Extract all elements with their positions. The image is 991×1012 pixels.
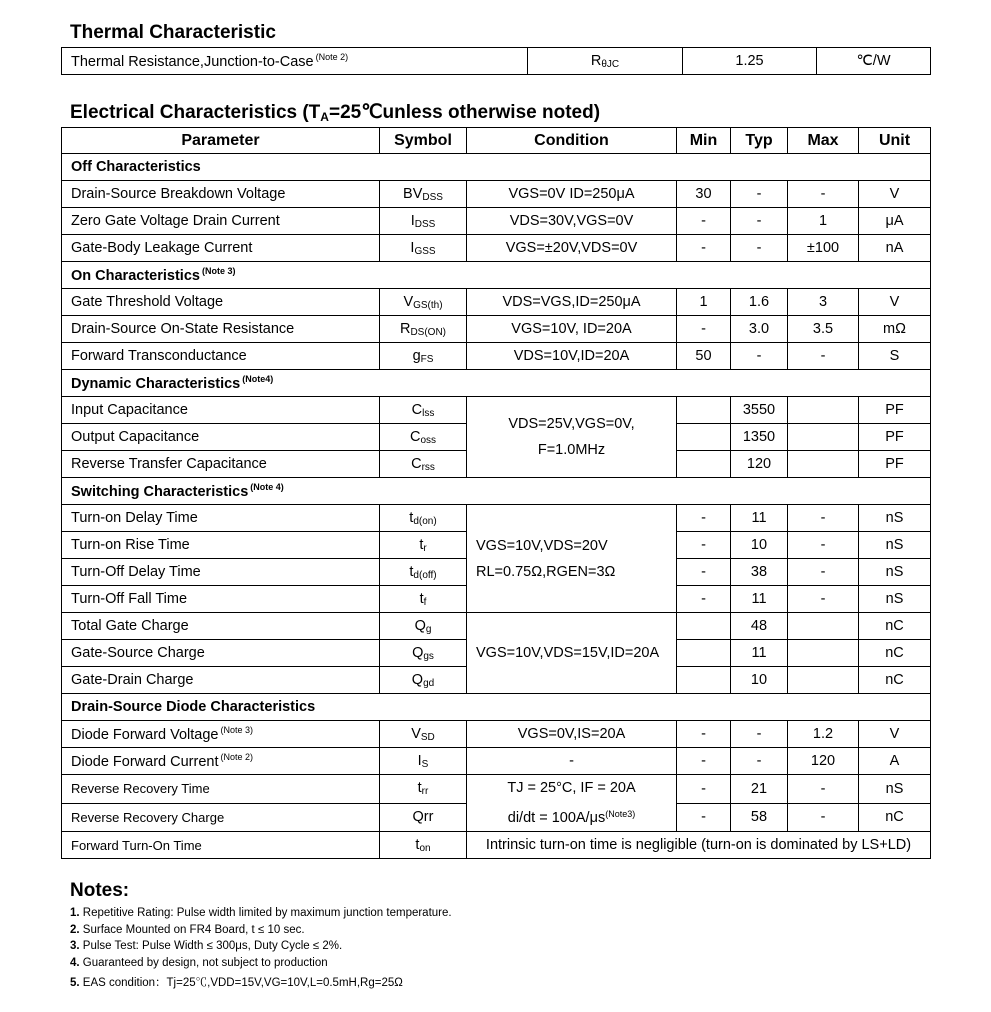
param-cell: Diode Forward Voltage $^{(Note 3)}$ <box>62 721 380 748</box>
section-row <box>62 154 931 181</box>
max-cell: - <box>788 803 859 832</box>
unit-cell: nS <box>859 532 931 559</box>
symbol-cell: $I_{DSS}$ <box>380 208 467 235</box>
section-on-characteristics: On Characteristics $^{(Note 3)}$ <box>62 262 931 289</box>
unit-cell: nA <box>859 235 931 262</box>
header-unit: Unit <box>859 128 931 154</box>
symbol-cell: $t_r$ <box>380 532 467 559</box>
param-cell: Turn-on Delay Time <box>62 505 380 532</box>
unit-cell: μA <box>859 208 931 235</box>
unit-cell: S <box>859 343 931 370</box>
symbol-cell: $BV_{DSS}$ <box>380 181 467 208</box>
param-cell: Drain-Source Breakdown Voltage <box>62 181 380 208</box>
condition-cell-dynamic: VDS=25V,VGS=0V, F=1.0MHz <box>467 397 677 478</box>
min-cell <box>677 640 731 667</box>
min-cell: - <box>677 748 731 775</box>
min-cell: - <box>677 559 731 586</box>
typ-cell: 3.0 <box>731 316 788 343</box>
section-row <box>62 694 931 721</box>
max-cell: - <box>788 343 859 370</box>
param-cell: Gate-Drain Charge <box>62 667 380 694</box>
min-cell <box>677 613 731 640</box>
table-row <box>62 721 931 748</box>
min-cell: 30 <box>677 181 731 208</box>
section-row <box>62 478 931 505</box>
max-cell <box>788 613 859 640</box>
condition-cell: VGS=0V,IS=20A <box>467 721 677 748</box>
max-cell: 1.2 <box>788 721 859 748</box>
header-typ: Typ <box>731 128 788 154</box>
table-row <box>62 316 931 343</box>
table-row <box>62 832 931 859</box>
param-cell: Turn-on Rise Time <box>62 532 380 559</box>
table-row <box>62 397 931 424</box>
symbol-cell: $C_{oss}$ <box>380 424 467 451</box>
unit-cell: V <box>859 181 931 208</box>
param-cell: Output Capacitance <box>62 424 380 451</box>
typ-cell: 11 <box>731 640 788 667</box>
min-cell: - <box>677 505 731 532</box>
section-switching-characteristics: Switching Characteristics $^{(Note 4)}$ <box>62 478 931 505</box>
unit-cell: PF <box>859 397 931 424</box>
symbol-cell: $t_{d(on)}$ <box>380 505 467 532</box>
symbol-cell: $t_{on}$ <box>380 832 467 859</box>
unit-cell: PF <box>859 451 931 478</box>
symbol-cell: $I_S$ <box>380 748 467 775</box>
param-cell: Total Gate Charge <box>62 613 380 640</box>
typ-cell: 1350 <box>731 424 788 451</box>
thermal-table <box>61 47 931 75</box>
param-cell: Drain-Source On-State Resistance <box>62 316 380 343</box>
max-cell: ±100 <box>788 235 859 262</box>
typ-cell: 11 <box>731 586 788 613</box>
min-cell <box>677 667 731 694</box>
symbol-cell: $R_{DS(ON)}$ <box>380 316 467 343</box>
condition-cell: VGS=±20V,VDS=0V <box>467 235 677 262</box>
typ-cell: - <box>731 208 788 235</box>
max-cell: 120 <box>788 748 859 775</box>
typ-cell: - <box>731 343 788 370</box>
max-cell: 3 <box>788 289 859 316</box>
table-row <box>62 181 931 208</box>
symbol-cell: $Q_{gs}$ <box>380 640 467 667</box>
param-cell: Diode Forward Current $^{(Note 2)}$ <box>62 748 380 775</box>
param-cell: Forward Turn-On Time <box>62 832 380 859</box>
max-cell: - <box>788 775 859 804</box>
max-cell: - <box>788 505 859 532</box>
max-cell: - <box>788 181 859 208</box>
min-cell: - <box>677 235 731 262</box>
typ-cell: - <box>731 235 788 262</box>
min-cell <box>677 424 731 451</box>
max-cell: - <box>788 532 859 559</box>
notes-title: Notes: <box>70 880 130 901</box>
max-cell <box>788 667 859 694</box>
section-dynamic-characteristics: Dynamic Characteristics $^{(Note4)}$ <box>62 370 931 397</box>
param-cell: Turn-Off Fall Time <box>62 586 380 613</box>
table-row <box>62 235 931 262</box>
symbol-cell: $Q_{gd}$ <box>380 667 467 694</box>
min-cell: - <box>677 208 731 235</box>
typ-cell: 3550 <box>731 397 788 424</box>
typ-cell: 120 <box>731 451 788 478</box>
min-cell: - <box>677 586 731 613</box>
condition-cell: - <box>467 748 677 775</box>
min-cell <box>677 451 731 478</box>
param-cell: Zero Gate Voltage Drain Current <box>62 208 380 235</box>
table-row <box>62 613 931 640</box>
max-cell: - <box>788 586 859 613</box>
unit-cell: nS <box>859 775 931 804</box>
min-cell: 50 <box>677 343 731 370</box>
min-cell: - <box>677 803 731 832</box>
max-cell <box>788 640 859 667</box>
thermal-parameter: Thermal Resistance,Junction-to-Case $^{(Note 2)}$ <box>62 48 528 75</box>
typ-cell: 58 <box>731 803 788 832</box>
header-max: Max <box>788 128 859 154</box>
typ-cell: 11 <box>731 505 788 532</box>
symbol-cell: $g_{FS}$ <box>380 343 467 370</box>
symbol-cell: $V_{SD}$ <box>380 721 467 748</box>
typ-cell: 38 <box>731 559 788 586</box>
param-cell: Turn-Off Delay Time <box>62 559 380 586</box>
header-symbol: Symbol <box>380 128 467 154</box>
condition-cell: VDS=10V,ID=20A <box>467 343 677 370</box>
unit-cell: nS <box>859 559 931 586</box>
typ-cell: - <box>731 181 788 208</box>
max-cell: 3.5 <box>788 316 859 343</box>
table-row <box>62 748 931 775</box>
header-condition: Condition <box>467 128 677 154</box>
unit-cell: mΩ <box>859 316 931 343</box>
typ-cell: 21 <box>731 775 788 804</box>
max-cell: - <box>788 559 859 586</box>
section-off-characteristics: Off Characteristics <box>62 154 931 181</box>
thermal-symbol: $R_{\theta JC}$ <box>528 48 683 75</box>
typ-cell: - <box>731 721 788 748</box>
unit-cell: nS <box>859 505 931 532</box>
electrical-section-title: Electrical Characteristics ($T_A=25℃unless$ otherwise noted) <box>70 102 601 124</box>
unit-cell: nC <box>859 613 931 640</box>
unit-cell: nC <box>859 667 931 694</box>
min-cell <box>677 397 731 424</box>
unit-cell: V <box>859 289 931 316</box>
symbol-cell: $I_{GSS}$ <box>380 235 467 262</box>
condition-cell: VDS=VGS,ID=250μA <box>467 289 677 316</box>
note-item: 2. Surface Mounted on FR4 Board, t ≤ 10 sec. <box>70 923 305 936</box>
note-item: 5. EAS condition：Tj=25℃,VDD=15V,VG=10V,L=0.5mH,Rg=25Ω <box>70 977 403 989</box>
unit-cell: PF <box>859 424 931 451</box>
condition-cell: VGS=10V, ID=20A <box>467 316 677 343</box>
table-row <box>62 208 931 235</box>
max-cell: 1 <box>788 208 859 235</box>
max-cell <box>788 451 859 478</box>
header-parameter: Parameter <box>62 128 380 154</box>
param-cell: Gate Threshold Voltage <box>62 289 380 316</box>
param-cell: Forward Transconductance <box>62 343 380 370</box>
typ-cell: 1.6 <box>731 289 788 316</box>
param-cell: Input Capacitance <box>62 397 380 424</box>
condition-cell-recovery: TJ = 25°C, IF = 20A $di/dt = 100A/\mu s^{(Note3)}$ <box>467 775 677 832</box>
symbol-cell: $Q_g$ <box>380 613 467 640</box>
note-item: 4. Guaranteed by design, not subject to production <box>70 956 328 969</box>
symbol-cell: $t_{rr}$ <box>380 775 467 804</box>
symbol-cell: Qrr <box>380 803 467 832</box>
symbol-cell: $C_{rss}$ <box>380 451 467 478</box>
thermal-section-title: Thermal Characteristic <box>70 22 276 43</box>
electrical-characteristics-table <box>61 127 931 859</box>
param-cell: Gate-Source Charge <box>62 640 380 667</box>
header-min: Min <box>677 128 731 154</box>
typ-cell: - <box>731 748 788 775</box>
note-item: 1. Repetitive Rating: Pulse width limited by maximum junction temperature. <box>70 907 452 919</box>
max-cell <box>788 397 859 424</box>
condition-cell-ton: Intrinsic turn-on time is negligible (turn-on is dominated by LS+LD) <box>467 832 931 859</box>
note-item: 3. Pulse Test: Pulse Width ≤ 300μs, Duty Cycle ≤ 2%. <box>70 940 343 952</box>
min-cell: - <box>677 532 731 559</box>
unit-cell: A <box>859 748 931 775</box>
typ-cell: 48 <box>731 613 788 640</box>
param-cell: Reverse Recovery Charge <box>62 803 380 832</box>
table-row <box>62 505 931 532</box>
param-cell: Reverse Transfer Capacitance <box>62 451 380 478</box>
symbol-cell: $V_{GS(th)}$ <box>380 289 467 316</box>
symbol-cell: $C_{lss}$ <box>380 397 467 424</box>
condition-cell: VGS=0V ID=250μA <box>467 181 677 208</box>
condition-cell-switching: VGS=10V,VDS=20V RL=0.75Ω,RGEN=3Ω <box>467 505 677 613</box>
typ-cell: 10 <box>731 532 788 559</box>
thermal-unit: ℃/W <box>817 48 931 75</box>
param-cell: Reverse Recovery Time <box>62 775 380 804</box>
unit-cell: nS <box>859 586 931 613</box>
thermal-value: 1.25 <box>683 48 817 75</box>
unit-cell: nC <box>859 640 931 667</box>
table-row <box>62 289 931 316</box>
table-header-row <box>62 128 931 154</box>
max-cell <box>788 424 859 451</box>
table-row <box>62 343 931 370</box>
section-row <box>62 262 931 289</box>
unit-cell: nC <box>859 803 931 832</box>
condition-cell: VDS=30V,VGS=0V <box>467 208 677 235</box>
condition-cell-charge: VGS=10V,VDS=15V,ID=20A <box>467 613 677 694</box>
table-row <box>62 48 931 75</box>
symbol-cell: $t_f$ <box>380 586 467 613</box>
section-row <box>62 370 931 397</box>
table-row <box>62 775 931 804</box>
notes-list <box>70 905 452 992</box>
unit-cell: V <box>859 721 931 748</box>
min-cell: - <box>677 721 731 748</box>
min-cell: 1 <box>677 289 731 316</box>
min-cell: - <box>677 775 731 804</box>
min-cell: - <box>677 316 731 343</box>
section-diode-characteristics: Drain-Source Diode Characteristics <box>62 694 931 721</box>
typ-cell: 10 <box>731 667 788 694</box>
param-cell: Gate-Body Leakage Current <box>62 235 380 262</box>
symbol-cell: $t_{d(off)}$ <box>380 559 467 586</box>
